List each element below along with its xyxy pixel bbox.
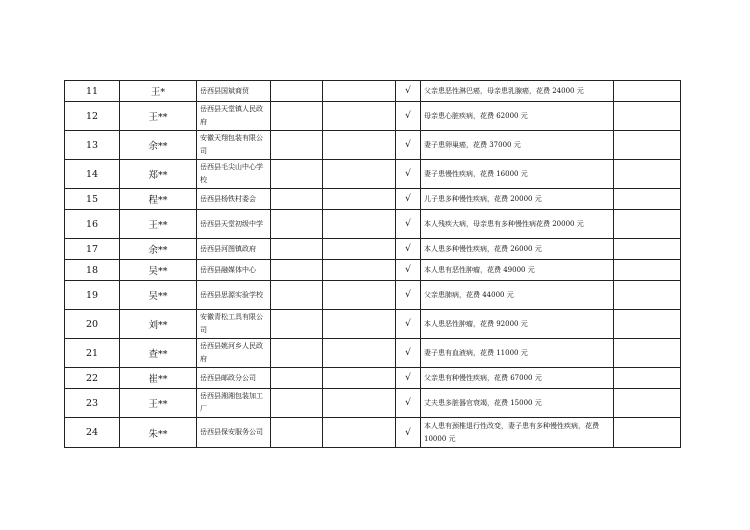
empty-cell bbox=[323, 389, 396, 418]
table-row bbox=[65, 160, 681, 189]
hardship-description: 父亲患肺病，花费 44000 元 bbox=[421, 281, 614, 310]
person-name: 王* bbox=[120, 81, 197, 102]
work-unit: 岳西县杨铁村委会 bbox=[197, 189, 271, 210]
row-number: 22 bbox=[65, 368, 120, 389]
empty-cell bbox=[323, 102, 396, 131]
table-row bbox=[65, 368, 681, 389]
work-unit: 岳西县天堂镇人民政府 bbox=[197, 102, 271, 131]
empty-cell bbox=[323, 310, 396, 339]
empty-cell bbox=[323, 210, 396, 239]
empty-cell bbox=[271, 160, 323, 189]
empty-cell bbox=[271, 310, 323, 339]
empty-cell bbox=[614, 418, 681, 448]
empty-cell bbox=[614, 368, 681, 389]
person-name: 王** bbox=[120, 389, 197, 418]
table-row bbox=[65, 81, 681, 102]
work-unit: 岳西县国斌商贸 bbox=[197, 81, 271, 102]
empty-cell bbox=[323, 239, 396, 260]
row-number: 23 bbox=[65, 389, 120, 418]
person-name: 王** bbox=[120, 102, 197, 131]
work-unit: 岳西县保安服务公司 bbox=[197, 418, 271, 448]
check-mark: √ bbox=[396, 81, 421, 102]
empty-cell bbox=[271, 389, 323, 418]
person-name: 余** bbox=[120, 239, 197, 260]
person-name: 吴** bbox=[120, 281, 197, 310]
person-name: 郑** bbox=[120, 160, 197, 189]
person-name: 查** bbox=[120, 339, 197, 368]
table-row bbox=[65, 389, 681, 418]
hardship-description: 父亲患恶性淋巴癌，母亲患乳腺癌，花费 24000 元 bbox=[421, 81, 614, 102]
empty-cell bbox=[614, 389, 681, 418]
table-row bbox=[65, 102, 681, 131]
row-number: 20 bbox=[65, 310, 120, 339]
person-name: 崔** bbox=[120, 368, 197, 389]
check-mark: √ bbox=[396, 418, 421, 448]
empty-cell bbox=[271, 339, 323, 368]
empty-cell bbox=[614, 260, 681, 281]
empty-cell bbox=[271, 189, 323, 210]
table-row bbox=[65, 260, 681, 281]
hardship-description: 父亲患有种慢性疾病，花费 67000 元 bbox=[421, 368, 614, 389]
table-row bbox=[65, 418, 681, 448]
row-number: 18 bbox=[65, 260, 120, 281]
check-mark: √ bbox=[396, 339, 421, 368]
check-mark: √ bbox=[396, 210, 421, 239]
empty-cell bbox=[271, 210, 323, 239]
empty-cell bbox=[614, 281, 681, 310]
relief-table bbox=[64, 80, 681, 448]
work-unit: 岳西县融媒体中心 bbox=[197, 260, 271, 281]
empty-cell bbox=[323, 418, 396, 448]
empty-cell bbox=[323, 260, 396, 281]
work-unit: 安徽青松工具有限公司 bbox=[197, 310, 271, 339]
check-mark: √ bbox=[396, 239, 421, 260]
hardship-description: 本人患恶性肿瘤，花费 92000 元 bbox=[421, 310, 614, 339]
empty-cell bbox=[323, 131, 396, 160]
empty-cell bbox=[271, 418, 323, 448]
hardship-description: 本人患有颈椎退行性改变，妻子患有多种慢性疾病，花费 10000 元 bbox=[421, 418, 614, 448]
empty-cell bbox=[323, 160, 396, 189]
check-mark: √ bbox=[396, 160, 421, 189]
hardship-description: 妻子患慢性疾病，花费 16000 元 bbox=[421, 160, 614, 189]
empty-cell bbox=[271, 81, 323, 102]
hardship-description: 妻子患卵巢癌，花费 37000 元 bbox=[421, 131, 614, 160]
row-number: 11 bbox=[65, 81, 120, 102]
hardship-description: 丈夫患多脏器官衰竭，花费 15000 元 bbox=[421, 389, 614, 418]
work-unit: 安徽天翔包装有限公司 bbox=[197, 131, 271, 160]
row-number: 16 bbox=[65, 210, 120, 239]
table-row bbox=[65, 310, 681, 339]
person-name: 刘** bbox=[120, 310, 197, 339]
check-mark: √ bbox=[396, 102, 421, 131]
table-row bbox=[65, 339, 681, 368]
person-name: 王** bbox=[120, 210, 197, 239]
person-name: 吴** bbox=[120, 260, 197, 281]
empty-cell bbox=[271, 368, 323, 389]
row-number: 17 bbox=[65, 239, 120, 260]
person-name: 余** bbox=[120, 131, 197, 160]
work-unit: 岳西县毛尖山中心学校 bbox=[197, 160, 271, 189]
table-row bbox=[65, 210, 681, 239]
check-mark: √ bbox=[396, 281, 421, 310]
work-unit: 岳西县湘湘包装加工厂 bbox=[197, 389, 271, 418]
hardship-description: 本人患多种慢性疾病，花费 26000 元 bbox=[421, 239, 614, 260]
hardship-description: 本人患有恶性肿瘤，花费 49000 元 bbox=[421, 260, 614, 281]
empty-cell bbox=[323, 189, 396, 210]
row-number: 21 bbox=[65, 339, 120, 368]
work-unit: 岳西县思源实验学校 bbox=[197, 281, 271, 310]
empty-cell bbox=[614, 102, 681, 131]
empty-cell bbox=[614, 210, 681, 239]
hardship-description: 妻子患有血液病，花费 11000 元 bbox=[421, 339, 614, 368]
table-row bbox=[65, 131, 681, 160]
check-mark: √ bbox=[396, 131, 421, 160]
row-number: 15 bbox=[65, 189, 120, 210]
person-name: 程** bbox=[120, 189, 197, 210]
empty-cell bbox=[323, 281, 396, 310]
empty-cell bbox=[614, 131, 681, 160]
empty-cell bbox=[271, 102, 323, 131]
hardship-description: 儿子患多种慢性疾病，花费 20000 元 bbox=[421, 189, 614, 210]
check-mark: √ bbox=[396, 189, 421, 210]
empty-cell bbox=[614, 189, 681, 210]
check-mark: √ bbox=[396, 310, 421, 339]
work-unit: 岳西县河图镇政府 bbox=[197, 239, 271, 260]
row-number: 14 bbox=[65, 160, 120, 189]
work-unit: 岳西县邮政分公司 bbox=[197, 368, 271, 389]
empty-cell bbox=[323, 368, 396, 389]
row-number: 19 bbox=[65, 281, 120, 310]
hardship-description: 本人残疾大病，母亲患有多种慢性病花费 20000 元 bbox=[421, 210, 614, 239]
row-number: 24 bbox=[65, 418, 120, 448]
empty-cell bbox=[323, 339, 396, 368]
empty-cell bbox=[271, 281, 323, 310]
check-mark: √ bbox=[396, 368, 421, 389]
empty-cell bbox=[614, 339, 681, 368]
work-unit: 岳西县姚河乡人民政府 bbox=[197, 339, 271, 368]
table-row bbox=[65, 239, 681, 260]
empty-cell bbox=[614, 310, 681, 339]
table-row bbox=[65, 189, 681, 210]
person-name: 朱** bbox=[120, 418, 197, 448]
check-mark: √ bbox=[396, 260, 421, 281]
row-number: 13 bbox=[65, 131, 120, 160]
row-number: 12 bbox=[65, 102, 120, 131]
empty-cell bbox=[271, 131, 323, 160]
table-row bbox=[65, 281, 681, 310]
empty-cell bbox=[323, 81, 396, 102]
empty-cell bbox=[614, 239, 681, 260]
work-unit: 岳西县天堂初级中学 bbox=[197, 210, 271, 239]
empty-cell bbox=[271, 239, 323, 260]
empty-cell bbox=[614, 160, 681, 189]
empty-cell bbox=[271, 260, 323, 281]
empty-cell bbox=[614, 81, 681, 102]
hardship-description: 母亲患心脏疾病，花费 62000 元 bbox=[421, 102, 614, 131]
check-mark: √ bbox=[396, 389, 421, 418]
